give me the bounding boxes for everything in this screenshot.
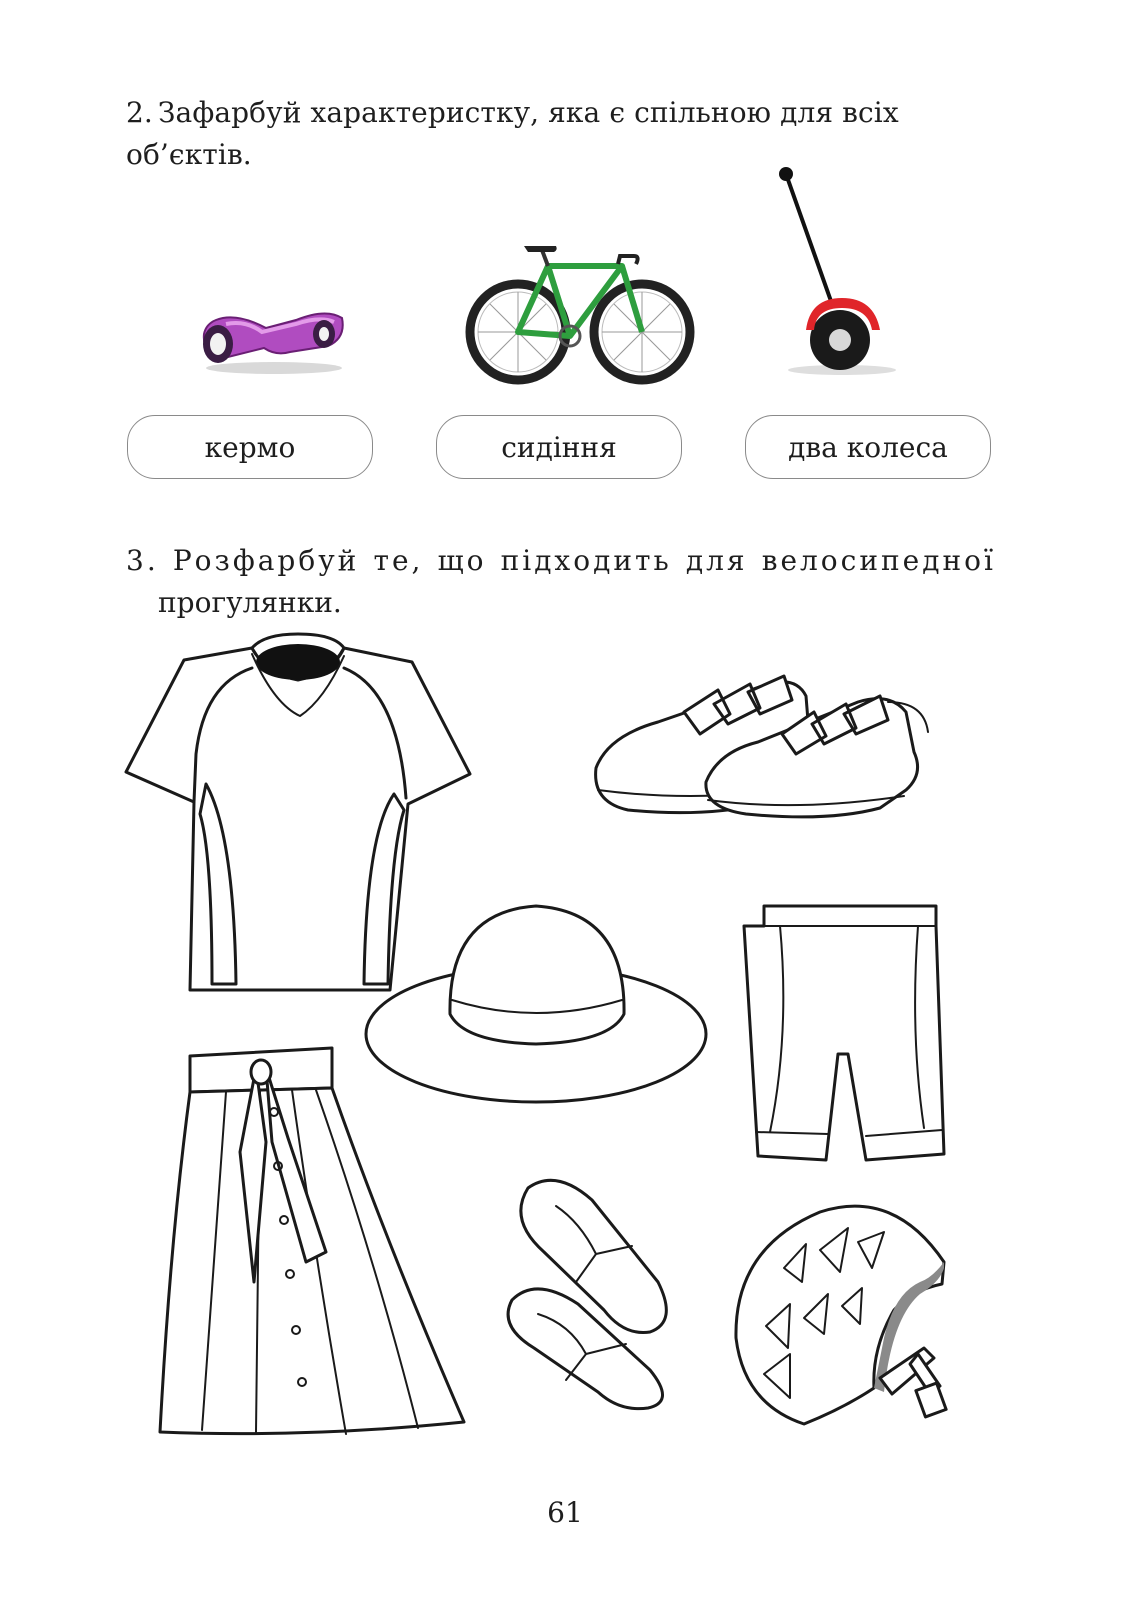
cycling-shorts-image[interactable]	[740, 904, 948, 1164]
task-3-number: 3.	[126, 544, 159, 577]
option-seat[interactable]: сидіння	[436, 415, 682, 479]
task-3-word: велосипедної	[761, 544, 996, 577]
task-2-number: 2.	[126, 96, 153, 129]
task-3-title	[126, 540, 996, 624]
task-3-word: підходить	[500, 544, 672, 577]
skirt-image[interactable]	[156, 1042, 468, 1442]
task-3-word: що	[437, 544, 487, 577]
option-steering-wheel[interactable]: кермо	[127, 415, 373, 479]
task-3-word: те,	[373, 544, 424, 577]
flip-flops-image[interactable]	[500, 1172, 682, 1412]
hoverboard-image	[196, 298, 348, 382]
sneakers-image[interactable]	[588, 662, 944, 820]
task-2-text: Зафарбуй характеристку, яка є спільною для всіх об’єктів.	[126, 96, 899, 171]
option-two-wheels[interactable]: два колеса	[745, 415, 991, 479]
bicycle-image	[462, 238, 694, 384]
task-3-word: для	[685, 544, 748, 577]
task-3-word: Розфарбуй	[172, 544, 360, 577]
page-number: 61	[547, 1496, 583, 1529]
task-3-line-1	[126, 540, 996, 582]
task-3-line-2: прогулянки.	[158, 586, 342, 619]
segway-image	[776, 164, 900, 378]
bike-helmet-image[interactable]	[724, 1198, 954, 1434]
